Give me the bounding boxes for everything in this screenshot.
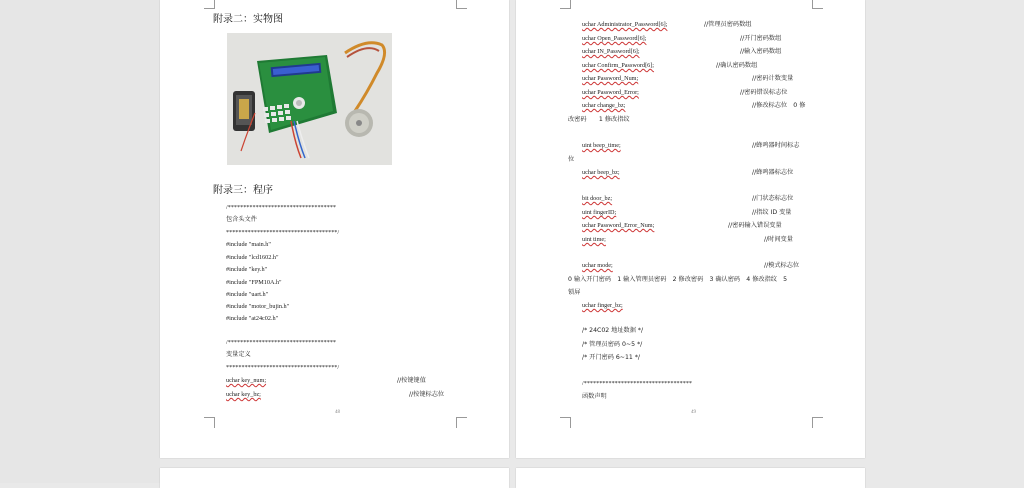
code-var: uchar finger_bz; — [582, 302, 623, 309]
code-var: uchar key_bz; — [226, 391, 261, 398]
code-line: #include "at24c02.h" — [226, 315, 279, 322]
heading-appendix-2: 附录二：实物图 — [213, 14, 283, 25]
code-comment: /* 管理员密码 0~5 */ — [582, 341, 643, 348]
code-comment: //蜂鸣器时间标志 — [752, 142, 800, 149]
code-comment: //开门密码数组 — [740, 35, 782, 42]
document-page-next-right — [516, 468, 865, 488]
heading-appendix-3: 附录三：程序 — [213, 185, 273, 196]
code-line: ************************************/ — [226, 229, 340, 236]
crop-mark — [560, 417, 571, 428]
code-line: /*********************************** — [582, 380, 693, 387]
code-comment: //密码计数变量 — [752, 75, 794, 82]
page-number: 48 — [335, 410, 340, 415]
code-comment: //时间变量 — [764, 236, 793, 243]
code-comment: //管理员密码数组 — [704, 21, 752, 28]
crop-mark — [812, 417, 823, 428]
code-line: #include "FPM10A.h" — [226, 279, 282, 286]
code-line: #include "key.h" — [226, 266, 268, 273]
code-var: uchar Confirm_Password[6]; — [582, 62, 655, 69]
code-line: /*********************************** — [226, 339, 337, 346]
code-var: uchar Password_Error_Num; — [582, 222, 655, 229]
crop-mark — [204, 0, 215, 9]
code-line: 变量定义 — [226, 351, 251, 358]
code-var: uchar beep_bz; — [582, 169, 620, 176]
crop-mark — [560, 0, 571, 9]
code-comment: //密码输入错误变量 — [728, 222, 782, 229]
code-var: uchar Administrator_Password[6]; — [582, 21, 668, 28]
code-var: uchar mode; — [582, 262, 613, 269]
viewer-background — [0, 0, 160, 483]
device-photo-image — [227, 33, 392, 165]
crop-mark — [204, 417, 215, 428]
code-var: uchar Password_Error; — [582, 89, 639, 96]
code-var: uint fingerID; — [582, 209, 617, 216]
code-var: bit door_bz; — [582, 195, 613, 202]
code-comment: //按键标志位 — [409, 391, 445, 398]
crop-mark — [456, 417, 467, 428]
code-line: 包含头文件 — [226, 216, 257, 223]
code-var: uchar key_num; — [226, 377, 267, 384]
code-line: #include "main.h" — [226, 241, 271, 248]
code-wrap: 锁屏 — [568, 289, 581, 296]
code-var: uchar Open_Password[6]; — [582, 35, 647, 42]
code-wrap: 0 输入开门密码 1 输入管理员密码 2 修改密码 3 确认密码 4 修改指纹 5 — [568, 276, 788, 283]
code-comment: //门状态标志位 — [752, 195, 794, 202]
code-comment: //密码错误标志位 — [740, 89, 788, 96]
code-var: uint time; — [582, 236, 606, 243]
code-var: uchar IN_Password[6]; — [582, 48, 640, 55]
crop-mark — [456, 0, 467, 9]
code-comment: /* 开门密码 6~11 */ — [582, 354, 641, 361]
code-comment: //输入密码数组 — [740, 48, 782, 55]
code-comment: //蜂鸣器标志位 — [752, 169, 794, 176]
device-photo — [227, 33, 392, 165]
code-wrap: 位 — [568, 156, 575, 163]
code-comment: //模式标志位 — [764, 262, 800, 269]
crop-mark — [812, 0, 823, 9]
code-line: /*********************************** — [226, 204, 337, 211]
code-line: #include "uart.h" — [226, 291, 269, 298]
code-line: 函数声明 — [582, 393, 607, 400]
code-line: #include "motor_bujin.h" — [226, 303, 290, 310]
code-line: ************************************/ — [226, 364, 340, 371]
page-number: 49 — [691, 410, 696, 415]
code-comment: //指纹 ID 变量 — [752, 209, 792, 216]
code-line: #include "lcd1602.h" — [226, 254, 279, 261]
code-comment: /* 24C02 地址数据 */ — [582, 327, 644, 334]
code-var: uchar Password_Num; — [582, 75, 639, 82]
code-comment: //确认密码数组 — [716, 62, 758, 69]
code-var: uint beep_time; — [582, 142, 621, 149]
document-page-right — [516, 0, 865, 458]
code-comment: //修改标志位 0 修 — [752, 102, 806, 109]
code-wrap: 改密码 1 修改指纹 — [568, 116, 630, 123]
code-var: uchar change_bz; — [582, 102, 626, 109]
document-page-next-left — [160, 468, 509, 488]
code-comment: //按键键值 — [397, 377, 426, 384]
